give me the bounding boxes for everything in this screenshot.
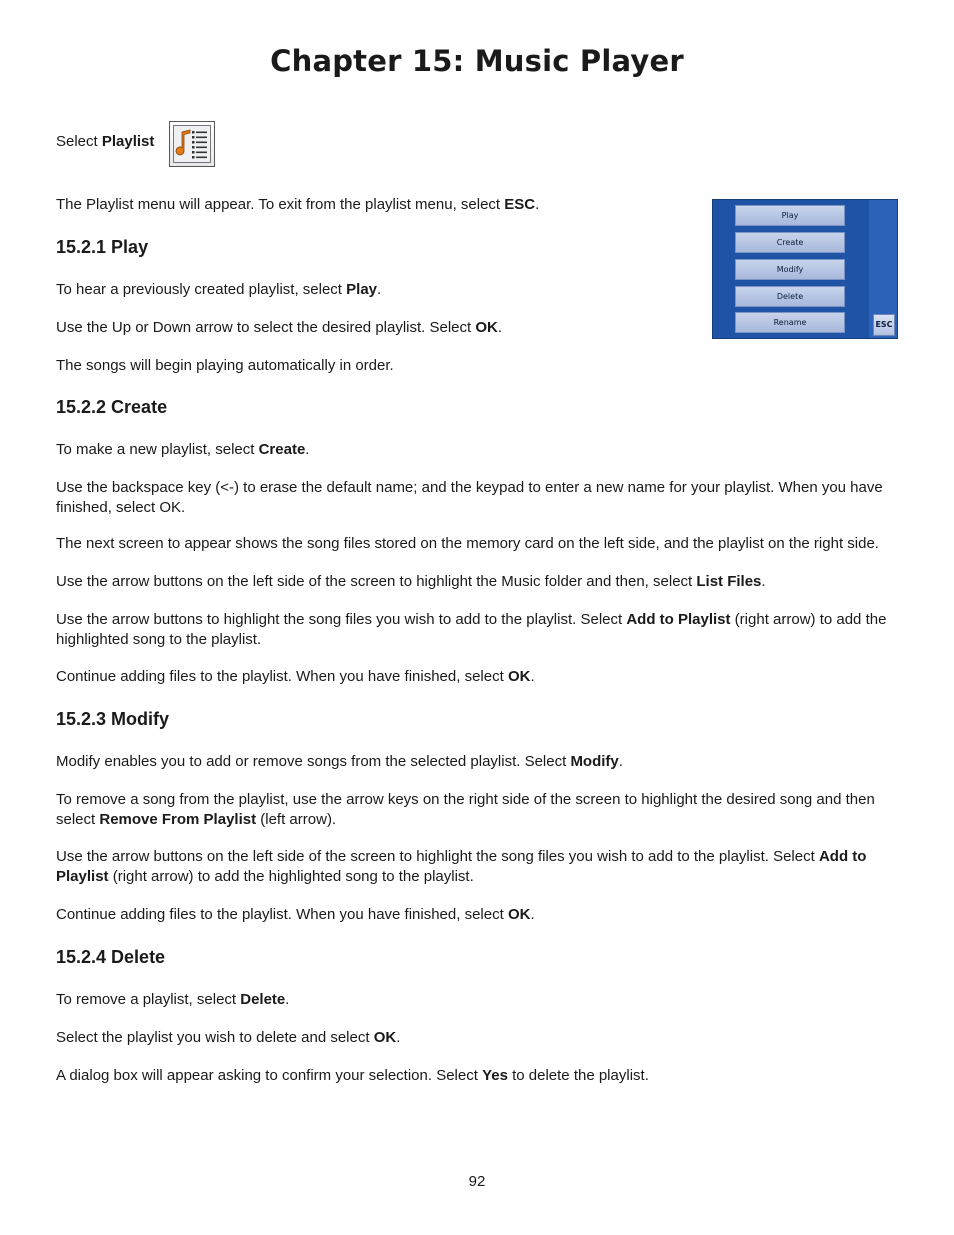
intro-paragraph: The Playlist menu will appear. To exit from the playlist menu, select ESC. (56, 196, 540, 213)
menu-rename-button: Rename (735, 312, 845, 333)
page-number: 92 (468, 1173, 486, 1190)
heading-create: 15.2.2 Create (56, 397, 168, 417)
heading-play: 15.2.1 Play (56, 237, 149, 257)
play-paragraph-1: To hear a previously created playlist, select Play. (56, 281, 382, 298)
modify-paragraph-2: To remove a song from the playlist, use the arrow keys on the right side of the screen to highlight the desired song and then select Remove From Playlist (left arrow). (56, 791, 875, 828)
delete-paragraph-2: Select the playlist you wish to delete and select OK. (56, 1029, 401, 1046)
modify-paragraph-4: Continue adding files to the playlist. When you have finished, select OK. (56, 906, 535, 923)
modify-paragraph-1: Modify enables you to add or remove songs from the selected playlist. Select Modify. (56, 753, 623, 770)
delete-paragraph-3: A dialog box will appear asking to confirm your selection. Select Yes to delete the playlist. (56, 1067, 649, 1084)
menu-play-button: Play (735, 205, 845, 226)
menu-delete-button: Delete (735, 286, 845, 307)
menu-create-button: Create (735, 232, 845, 253)
menu-esc-button: ESC (873, 314, 895, 336)
modify-paragraph-3: Use the arrow buttons on the left side of the screen to highlight the song files you wish to add to the playlist. Select Add to Playlist (right arrow) to add the highlighted song to the playlist. (56, 848, 867, 885)
create-paragraph-3: The next screen to appear shows the song files stored on the memory card on the left side, and the playlist on the right side. (56, 535, 879, 552)
create-paragraph-5: Use the arrow buttons to highlight the song files you wish to add to the playlist. Select Add to Playlist (right arrow) to add the highlighted song to the playlist. (56, 611, 887, 648)
create-paragraph-2: Use the backspace key (<-) to erase the default name; and the keypad to enter a new name for your playlist. When you have finished, select OK. (56, 479, 883, 516)
create-paragraph-1: To make a new playlist, select Create. (56, 441, 310, 458)
delete-paragraph-1: To remove a playlist, select Delete. (56, 991, 290, 1008)
select-playlist-text: Select Playlist (56, 133, 155, 150)
play-paragraph-2: Use the Up or Down arrow to select the desired playlist. Select OK. (56, 319, 503, 336)
create-paragraph-6: Continue adding files to the playlist. When you have finished, select OK. (56, 668, 535, 685)
play-paragraph-3: The songs will begin playing automatically in order. (56, 357, 394, 374)
heading-delete: 15.2.4 Delete (56, 947, 166, 967)
playlist-icon (169, 121, 215, 167)
chapter-title: Chapter 15: Music Player (270, 44, 684, 78)
create-paragraph-4: Use the arrow buttons on the left side of the screen to highlight the Music folder and then, select List Files. (56, 573, 766, 590)
playlist-menu-screenshot (712, 199, 898, 339)
menu-modify-button: Modify (735, 259, 845, 280)
heading-modify: 15.2.3 Modify (56, 709, 170, 729)
